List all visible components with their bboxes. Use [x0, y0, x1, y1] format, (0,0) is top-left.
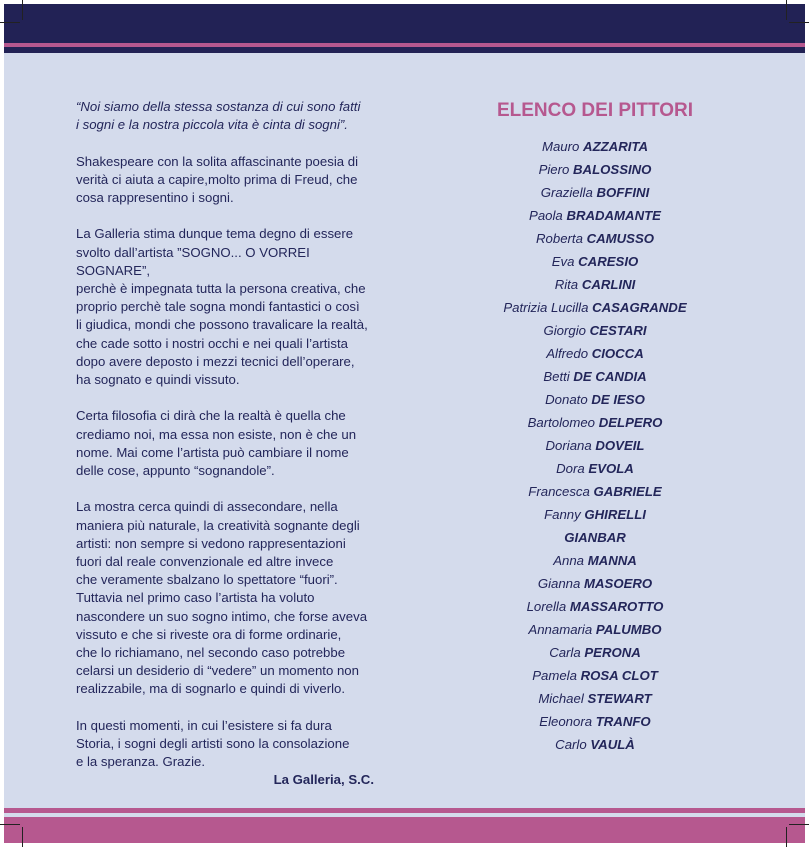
painter-first-name: Alfredo — [546, 346, 589, 361]
painter-surname: AZZARITA — [583, 139, 648, 154]
painter-surname: MANNA — [587, 553, 637, 568]
crop-mark — [22, 827, 23, 847]
painter-surname: ROSA CLOT — [580, 668, 658, 683]
painter-item — [460, 253, 730, 276]
painter-item — [460, 460, 730, 483]
painter-item — [460, 230, 730, 253]
painter-surname: CESTARI — [589, 323, 647, 338]
painter-item — [460, 529, 730, 552]
painter-surname: DELPERO — [598, 415, 663, 430]
painter-surname: CASAGRANDE — [592, 300, 687, 315]
painter-first-name: Paola — [529, 208, 563, 223]
painter-item — [460, 368, 730, 391]
painter-first-name: Roberta — [536, 231, 583, 246]
painter-item — [460, 414, 730, 437]
painter-surname: GIANBAR — [564, 530, 626, 545]
signature: La Galleria, S.C. — [273, 772, 374, 787]
painter-surname: BOFFINI — [596, 185, 650, 200]
intro-paragraph: Shakespeare con la solita affascinante poesia di verità ci aiuta a capire,molto prima di Freud, che cosa rappresentino i sogni. — [76, 153, 359, 205]
painter-surname: VAULÀ — [590, 737, 635, 752]
painter-first-name: Doriana — [545, 438, 592, 453]
intro-text — [76, 98, 386, 790]
painter-item — [460, 575, 730, 598]
painter-item — [460, 345, 730, 368]
painter-first-name: Giorgio — [543, 323, 586, 338]
painter-surname: BRADAMANTE — [566, 208, 661, 223]
painter-surname: DE IESO — [591, 392, 645, 407]
painters-list-title: ELENCO DEI PITTORI — [496, 100, 693, 121]
painter-item — [460, 391, 730, 414]
painter-first-name: Piero — [538, 162, 570, 177]
header-band-lower — [4, 47, 805, 53]
painter-item — [460, 138, 730, 161]
painter-first-name: Eleonora — [539, 714, 593, 729]
painter-item — [460, 621, 730, 644]
intro-paragraph: La Galleria stima dunque tema degno di essere svolto dall’artista ”SOGNO... O VORREI SOGNARE”, perchè è impegnata tutta la persona creativa, che proprio perchè tale sogna mondi fantastici o così li giudica, mondi che possono travalicare la realtà, che cade sotto i nostri occhi e nei quali l’artista dopo avere deposto i mezzi tecnici dell’operare, ha sognato e quindi vissuto. — [76, 226, 368, 388]
painter-surname: BALOSSINO — [573, 162, 652, 177]
intro-paragraph: La mostra cerca quindi di assecondare, nella maniera più naturale, la creatività sognante degli artisti: non sempre si vedono rappresentazioni fuori dal reale convenzionale ed altre invece che veramente sbalzano lo spettatore “fuori”. Tuttavia nel primo caso l’artista ha voluto nascondere un suo sogno intimo, che forse aveva vissuto e che si riveste ora di forme ordinarie, che lo richiamano, nel secondo caso potrebbe celarsi un desiderio di “vedere” un momento non realizzabile, ma di sognarlo e quindi di viverlo. — [76, 499, 368, 697]
painter-surname: PALUMBO — [595, 622, 662, 637]
painter-item — [460, 598, 730, 621]
painter-first-name: Eva — [551, 254, 575, 269]
painter-first-name: Anna — [553, 553, 585, 568]
painter-item — [460, 713, 730, 736]
crop-mark — [789, 22, 809, 23]
opening-quote: “Noi siamo della stessa sostanza di cui sono fatti i sogni e la nostra piccola vita è cinta di sogni”. — [76, 99, 361, 133]
painter-surname: EVOLA — [588, 461, 634, 476]
painter-first-name: Pamela — [532, 668, 577, 683]
crop-mark — [786, 0, 787, 20]
intro-paragraph: In questi momenti, in cui l’esistere si fa dura Storia, i sogni degli artisti sono la consolazione e la speranza. Grazie. — [76, 717, 350, 770]
painter-item — [460, 506, 730, 529]
painter-first-name: Carlo — [555, 737, 587, 752]
painter-first-name: Gianna — [537, 576, 581, 591]
painter-first-name: Lorella — [526, 599, 567, 614]
painter-surname: DOVEIL — [595, 438, 645, 453]
crop-mark — [0, 824, 20, 825]
crop-mark — [789, 824, 809, 825]
painters-list — [460, 138, 730, 759]
painter-first-name: Annamaria — [528, 622, 593, 637]
painter-surname: CAMUSSO — [586, 231, 654, 246]
painter-first-name: Patrizia Lucilla — [503, 300, 589, 315]
painter-item — [460, 690, 730, 713]
painter-item — [460, 276, 730, 299]
painter-item — [460, 644, 730, 667]
painter-item — [460, 322, 730, 345]
painter-item — [460, 667, 730, 690]
painter-surname: CIOCCA — [591, 346, 644, 361]
painter-first-name: Carla — [549, 645, 581, 660]
crop-mark — [22, 0, 23, 20]
painter-first-name: Donato — [545, 392, 588, 407]
painter-surname: PERONA — [584, 645, 641, 660]
painter-surname: MASOERO — [584, 576, 653, 591]
painter-item — [460, 552, 730, 575]
painter-item — [460, 207, 730, 230]
painter-surname: GHIRELLI — [584, 507, 646, 522]
footer-band — [4, 817, 805, 843]
crop-mark — [0, 22, 20, 23]
painter-surname: MASSAROTTO — [569, 599, 664, 614]
painter-surname: TRANFO — [595, 714, 651, 729]
painter-first-name: Rita — [554, 277, 579, 292]
painter-first-name: Francesca — [528, 484, 590, 499]
footer-accent-stripe — [4, 808, 805, 813]
header-band — [4, 4, 805, 43]
painter-first-name: Bartolomeo — [527, 415, 596, 430]
painter-surname: CARLINI — [581, 277, 636, 292]
painter-surname: STEWART — [587, 691, 652, 706]
painter-item — [460, 299, 730, 322]
painter-item — [460, 483, 730, 506]
painter-surname: DE CANDIA — [573, 369, 647, 384]
painter-item — [460, 736, 730, 759]
painter-first-name: Dora — [556, 461, 585, 476]
intro-paragraph: Certa filosofia ci dirà che la realtà è quella che crediamo noi, ma essa non esiste, non è che un nome. Mai come l’artista può cambiare il nome delle cose, appunto “sognandole”. — [76, 408, 357, 479]
painter-surname: CARESIO — [578, 254, 639, 269]
painter-first-name: Graziella — [540, 185, 593, 200]
painter-item — [460, 437, 730, 460]
painter-surname: GABRIELE — [593, 484, 662, 499]
crop-mark — [786, 827, 787, 847]
painter-item — [460, 184, 730, 207]
painter-first-name: Fanny — [544, 507, 581, 522]
painter-first-name: Betti — [543, 369, 570, 384]
painter-first-name: Michael — [538, 691, 584, 706]
painter-item — [460, 161, 730, 184]
painter-first-name: Mauro — [541, 139, 580, 154]
